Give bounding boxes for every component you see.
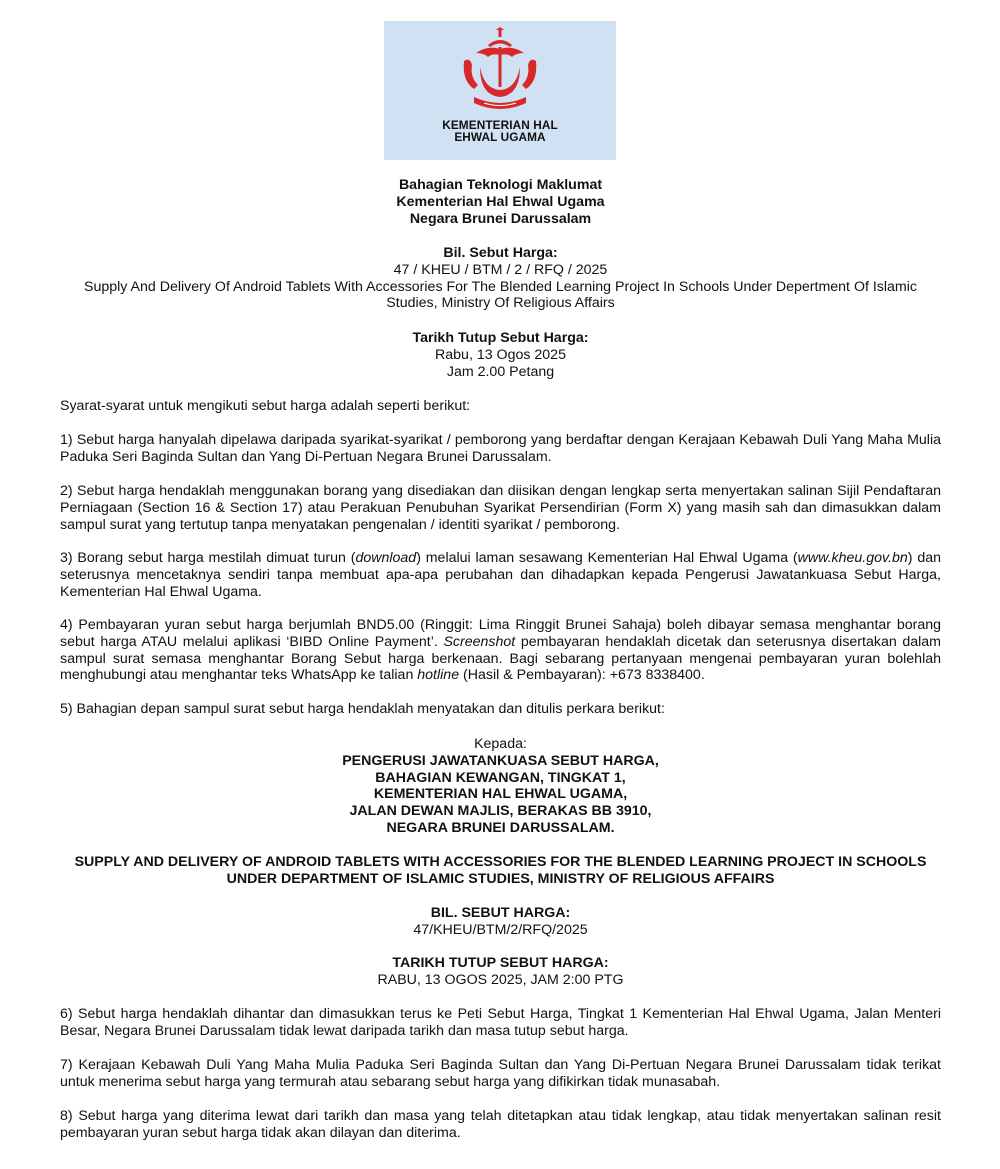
term-5: 5) Bahagian depan sampul surat sebut harga hendaklah menyatakan dan ditulis perkara berikut:: [60, 701, 665, 717]
closing-time: Jam 2.00 Petang: [446, 363, 555, 380]
address-line: BAHAGIAN KEWANGAN, TINGKAT 1,: [375, 769, 626, 786]
envelope-closing-label: TARIKH TUTUP SEBUT HARGA:: [392, 955, 609, 971]
envelope-ref-section: [60, 905, 941, 939]
download-term: download: [355, 550, 417, 566]
logo-text-line1: KEMENTERIAN HAL: [442, 118, 558, 132]
term-7: 7) Kerajaan Kebawah Duli Yang Maha Mulia Paduka Seri Baginda Sultan dan Yang Di-Pertuan Negara Brunei Darussalam tidak terikat untuk menerima sebut harga yang termurah atau sebarang sebut harga yang difikirkan tidak munasabah.: [60, 1057, 941, 1090]
address-line: NEGARA BRUNEI DARUSSALAM.: [386, 819, 615, 836]
address-line: PENGERUSI JAWATANKUASA SEBUT HARGA,: [342, 752, 659, 769]
closing-section: [60, 330, 941, 380]
department-header: [60, 177, 941, 227]
envelope-closing-section: [60, 955, 941, 989]
envelope-address: [60, 736, 941, 837]
quotation-label: Bil. Sebut Harga:: [443, 245, 558, 261]
terms-intro: Syarat-syarat untuk mengikuti sebut harga adalah seperti berikut:: [60, 398, 471, 414]
ministry-logo: [384, 21, 616, 160]
term-3: 3) Borang sebut harga mestilah dimuat turun (download) melalui laman sesawang Kementerian Hal Ehwal Ugama (www.kheu.gov.bn) dan seterusnya mencetaknya sendiri tanpa membuat apa-apa perubahan dan dihadapkan kepada Pengerusi Jawatankuasa Sebut Harga, Kementerian Hal Ehwal Ugama.: [60, 550, 941, 600]
address-line: KEMENTERIAN HAL EHWAL UGAMA,: [373, 786, 628, 803]
closing-label: Tarikh Tutup Sebut Harga:: [412, 330, 589, 346]
address-to: Kepada:: [474, 736, 527, 752]
envelope-ref: 47/KHEU/BTM/2/RFQ/2025: [413, 921, 588, 938]
brunei-crest-icon: [450, 27, 550, 119]
website-link[interactable]: www.kheu.gov.bn: [797, 550, 908, 566]
ministry-name: Kementerian Hal Ehwal Ugama: [396, 193, 605, 210]
screenshot-term: Screenshot: [443, 633, 516, 650]
envelope-closing: RABU, 13 OGOS 2025, JAM 2:00 PTG: [377, 971, 624, 988]
envelope-title: SUPPLY AND DELIVERY OF ANDROID TABLETS WITH ACCESSORIES FOR THE BLENDED LEARNING PROJECT IN SCHOOLS UNDER DEPARTMENT OF ISLAMIC STUDIES, MINISTRY OF RELIGIOUS AFFAIRS: [74, 854, 927, 887]
term-1: 1) Sebut harga hanyalah dipelawa daripada syarikat-syarikat / pemborong yang berdaftar dengan Kerajaan Kebawah Duli Yang Maha Mulia Paduka Seri Baginda Sultan dan Yang Di-Pertuan Negara Brunei Darussalam.: [60, 432, 941, 465]
quotation-ref: 47 / KHEU / BTM / 2 / RFQ / 2025: [393, 261, 608, 278]
term-4: 4) Pembayaran yuran sebut harga berjumlah BND5.00 (Ringgit: Lima Ringgit Brunei Sahaja) boleh dibayar semasa menghantar borang sebut harga ATAU melalui aplikasi ‘BIBD Online Payment’. Screenshot pembayaran hendaklah dicetak dan seterusnya disertakan dalam sampul surat semasa menghantar Borang Sebut harga berkenaan. Bagi sebarang pertanyaan mengenai pembayaran yuran bolehlah menghubungi atau menghantar teks WhatsApp ke talian hotline (Hasil & Pembayaran): +673 8338400.: [60, 617, 941, 684]
term-8: 8) Sebut harga yang diterima lewat dari tarikh dan masa yang telah ditetapkan atau tidak lengkap, atau tidak menyertakan salinan resit pembayaran yuran sebut harga tidak akan dilayan dan diterima.: [60, 1108, 941, 1141]
term-2: 2) Sebut harga hendaklah menggunakan borang yang disediakan dan diisikan dengan lengkap serta menyertakan salinan Sijil Pendaftaran Perniagaan (Section 16 & Section 17) atau Perakuan Penubuhan Syarikat Persendirian (Form X) yang masih sah dan dimasukkan dalam sampul surat yang tertutup tanpa menyatakan pengenalan / identiti syarikat / pemborong.: [60, 483, 941, 533]
closing-date: Rabu, 13 Ogos 2025: [435, 346, 566, 363]
term-6: 6) Sebut harga hendaklah dihantar dan dimasukkan terus ke Peti Sebut Harga, Tingkat 1 Kementerian Hal Ehwal Ugama, Jalan Menteri Besar, Negara Brunei Darussalam tidak lewat daripada tarikh dan masa tutup sebut harga.: [60, 1006, 941, 1039]
department-name: Bahagian Teknologi Maklumat: [398, 177, 603, 193]
quotation-title: Supply And Delivery Of Android Tablets With Accessories For The Blended Learning Project In Schools Under Depertment Of Islamic Studies, Ministry Of Religious Affairs: [84, 278, 917, 312]
address-line: JALAN DEWAN MAJLIS, BERAKAS BB 3910,: [349, 803, 652, 820]
logo-text-line2: EHWAL UGAMA: [454, 130, 546, 144]
envelope-ref-label: BIL. SEBUT HARGA:: [430, 905, 571, 921]
country-name: Negara Brunei Darussalam: [409, 210, 592, 227]
hotline-term: hotline: [417, 667, 460, 684]
quotation-section: [60, 245, 941, 312]
